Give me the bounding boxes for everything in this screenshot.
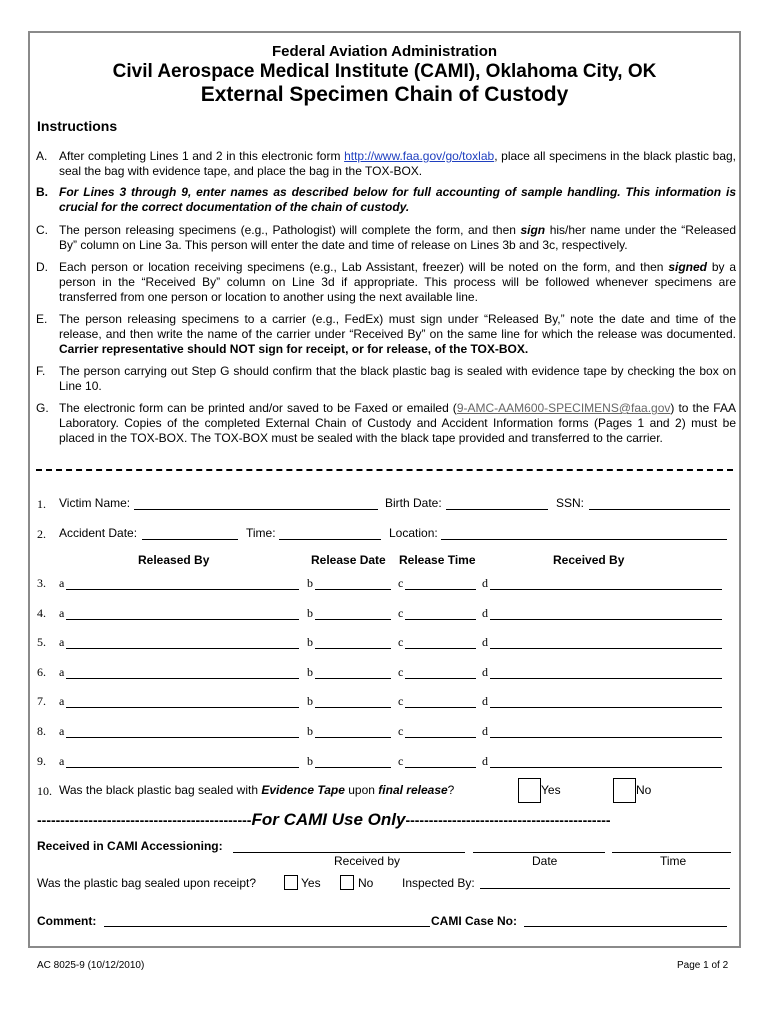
- custody-col-c-field[interactable]: [405, 678, 476, 679]
- custody-col-a-field[interactable]: [66, 707, 299, 708]
- line-2-number: 2.: [37, 527, 46, 541]
- instruction-c-text-pre: The person releasing specimens (e.g., Pathologist) will complete the form, and then: [59, 223, 521, 237]
- line-10-question: [59, 783, 454, 797]
- toxlab-link[interactable]: http://www.faa.gov/go/toxlab: [344, 149, 495, 163]
- custody-col-c-field[interactable]: [405, 648, 476, 649]
- line-10-text-pre: Was the black plastic bag sealed with: [59, 783, 262, 797]
- custody-col-c-label: c: [398, 694, 404, 708]
- instruction-b-label: B.: [36, 185, 48, 199]
- custody-col-d-field[interactable]: [490, 648, 722, 649]
- bag-sealed-no-checkbox[interactable]: [340, 875, 354, 890]
- custody-col-d-label: d: [482, 754, 488, 768]
- accident-date-label: Accident Date:: [59, 526, 138, 540]
- custody-col-d-label: d: [482, 635, 488, 649]
- custody-col-a-label: a: [59, 694, 65, 708]
- instruction-d: [36, 260, 736, 305]
- page-title: External Specimen Chain of Custody: [200, 83, 569, 106]
- cami-case-no-label: CAMI Case No:: [431, 914, 518, 928]
- custody-row-number: 3.: [37, 576, 46, 590]
- received-by-field[interactable]: [233, 852, 465, 853]
- instruction-a-text-pre: After completing Lines 1 and 2 in this electronic form: [59, 149, 345, 163]
- instruction-d-emphasis: signed: [668, 260, 707, 274]
- instruction-e-label: E.: [36, 312, 48, 326]
- line-1-number: 1.: [37, 497, 46, 511]
- ssn-field[interactable]: [589, 509, 730, 510]
- custody-col-b-field[interactable]: [315, 707, 391, 708]
- custody-row-number: 6.: [37, 665, 46, 679]
- birth-date-label: Birth Date:: [385, 496, 442, 510]
- custody-row-number: 5.: [37, 635, 46, 649]
- custody-col-d-field[interactable]: [490, 767, 722, 768]
- instruction-e-text-pre: The person releasing specimens to a carrier (e.g., FedEx) must sign under “Released By,” note the date and time of the release, and then write the name of the carrier under “Received By” on the same line for which the release was documented.: [59, 312, 736, 341]
- received-by-caption: Received by: [334, 854, 401, 868]
- instruction-f: [36, 364, 736, 394]
- evidence-tape-no-label: No: [636, 783, 652, 797]
- date-caption: Date: [532, 854, 558, 868]
- instruction-c-label: C.: [36, 223, 48, 237]
- custody-col-c-label: c: [398, 576, 404, 590]
- cami-use-only-banner: [37, 810, 734, 830]
- custody-col-d-field[interactable]: [490, 737, 722, 738]
- instruction-b-text: For Lines 3 through 9, enter names as described below for full accounting of sample handling. This information is crucial for the correct documentation of the chain of custody.: [59, 185, 736, 214]
- custody-col-c-label: c: [398, 724, 404, 738]
- custody-row-number: 4.: [37, 606, 46, 620]
- line-10-text-mid: upon: [344, 783, 379, 797]
- instruction-g-text-post: ) to the FAA Laboratory. Copies of the completed External Chain of Custody and Accident Information forms (Pages 1 and 2) must be placed in the TOX-BOX. The TOX-BOX must be sealed with the black tape provided and transferred to the carrier.: [59, 401, 736, 445]
- custody-col-a-label: a: [59, 754, 65, 768]
- custody-col-a-label: a: [59, 606, 65, 620]
- custody-col-c-field[interactable]: [405, 707, 476, 708]
- bag-sealed-question: Was the plastic bag sealed upon receipt?: [37, 876, 257, 890]
- received-time-field[interactable]: [612, 852, 731, 853]
- page-number: Page 1 of 2: [677, 960, 729, 971]
- custody-col-a-label: a: [59, 724, 65, 738]
- custody-col-b-label: b: [307, 606, 313, 620]
- instruction-a-label: A.: [36, 149, 48, 163]
- custody-col-c-label: c: [398, 665, 404, 679]
- custody-col-c-label: c: [398, 606, 404, 620]
- line-10-text-post: ?: [447, 783, 455, 797]
- location-field[interactable]: [441, 539, 727, 540]
- custody-col-a-field[interactable]: [66, 737, 299, 738]
- custody-col-b-label: b: [307, 635, 313, 649]
- ssn-label: SSN:: [556, 496, 585, 510]
- instruction-a-text-post: , place all specimens in the black plastic bag, seal the bag with evidence tape, and place the bag in the TOX-BOX.: [59, 149, 737, 178]
- custody-col-d-label: d: [482, 606, 488, 620]
- custody-col-d-field[interactable]: [490, 619, 722, 620]
- instruction-d-text-pre: Each person or location receiving specimens (e.g., Lab Assistant, freezer) will be noted on the form, and then: [59, 260, 669, 274]
- evidence-tape-yes-checkbox[interactable]: [518, 778, 541, 803]
- release-date-header: Release Date: [311, 553, 386, 567]
- institute-title: Civil Aerospace Medical Institute (CAMI), Oklahoma City, OK: [112, 61, 657, 82]
- custody-col-d-label: d: [482, 576, 488, 590]
- instruction-g-label: G.: [36, 401, 49, 415]
- location-label: Location:: [389, 526, 438, 540]
- instruction-g-text-pre: The electronic form can be printed and/or saved to be Faxed or emailed (: [59, 401, 457, 415]
- custody-row-number: 8.: [37, 724, 46, 738]
- received-by-header: Received By: [553, 553, 625, 567]
- custody-col-c-label: c: [398, 754, 404, 768]
- section-divider: [36, 469, 733, 471]
- birth-date-field[interactable]: [446, 509, 548, 510]
- custody-col-b-field[interactable]: [315, 767, 391, 768]
- accident-date-field[interactable]: [142, 539, 238, 540]
- victim-name-field[interactable]: [134, 509, 378, 510]
- cami-dash-right: --------------------------------------------: [405, 812, 611, 828]
- custody-col-b-field[interactable]: [315, 589, 391, 590]
- custody-col-a-field[interactable]: [66, 619, 299, 620]
- custody-col-a-label: a: [59, 635, 65, 649]
- cami-case-no-field[interactable]: [524, 926, 727, 927]
- released-by-header: Released By: [138, 553, 210, 567]
- custody-col-c-field[interactable]: [405, 589, 476, 590]
- bag-sealed-no-label: No: [358, 876, 374, 890]
- custody-col-b-label: b: [307, 694, 313, 708]
- custody-col-a-field[interactable]: [66, 767, 299, 768]
- instruction-f-label: F.: [36, 364, 46, 378]
- custody-col-b-label: b: [307, 576, 313, 590]
- time-field[interactable]: [279, 539, 381, 540]
- instruction-c-emphasis: sign: [520, 223, 546, 237]
- evidence-tape-no-checkbox[interactable]: [613, 778, 636, 803]
- custody-col-a-label: a: [59, 665, 65, 679]
- instruction-g: [36, 401, 736, 446]
- custody-col-d-label: d: [482, 694, 488, 708]
- custody-row-number: 9.: [37, 754, 46, 768]
- custody-col-d-field[interactable]: [490, 589, 722, 590]
- inspected-by-field[interactable]: [480, 888, 730, 889]
- custody-col-d-label: d: [482, 724, 488, 738]
- received-in-cami-label: Received in CAMI Accessioning:: [37, 839, 223, 853]
- instruction-d-label: D.: [36, 260, 48, 274]
- custody-col-d-field[interactable]: [490, 678, 722, 679]
- instruction-f-text: The person carrying out Step G should confirm that the black plastic bag is sealed with evidence tape by checking the box on Line 10.: [59, 364, 736, 393]
- inspected-by-label: Inspected By:: [402, 876, 475, 890]
- custody-col-b-field[interactable]: [315, 678, 391, 679]
- comment-label: Comment:: [37, 914, 97, 928]
- custody-col-b-field[interactable]: [315, 737, 391, 738]
- line-10-emphasis-1: Evidence Tape: [261, 783, 345, 797]
- custody-col-c-field[interactable]: [405, 767, 476, 768]
- custody-col-c-field[interactable]: [405, 619, 476, 620]
- custody-col-a-label: a: [59, 576, 65, 590]
- bag-sealed-yes-checkbox[interactable]: [284, 875, 298, 890]
- custody-col-d-label: d: [482, 665, 488, 679]
- instruction-d-text-post: by a person in the “Received By” column on Line 3d if appropriate. This process will be followed whenever specimens are transferred from one person or location to another using the next available line.: [59, 260, 736, 304]
- instruction-b: [36, 185, 736, 215]
- evidence-tape-yes-label: Yes: [541, 783, 561, 797]
- line-10-emphasis-2: final release: [378, 783, 448, 797]
- cami-dash-left: ----------------------------------------------: [37, 812, 252, 828]
- form-id: AC 8025-9 (10/12/2010): [37, 960, 145, 971]
- victim-name-label: Victim Name:: [59, 496, 131, 510]
- custody-col-b-label: b: [307, 665, 313, 679]
- agency-title: Federal Aviation Administration: [271, 43, 498, 60]
- cami-use-only-title: For CAMI Use Only: [251, 810, 406, 829]
- bag-sealed-yes-label: Yes: [301, 876, 321, 890]
- received-date-field[interactable]: [473, 852, 605, 853]
- instruction-e: [36, 312, 736, 357]
- instructions-heading: Instructions: [37, 118, 118, 134]
- custody-row-number: 7.: [37, 694, 46, 708]
- custody-col-c-label: c: [398, 635, 404, 649]
- instruction-e-bold: Carrier representative should NOT sign for receipt, or for release, of the TOX-BOX.: [59, 342, 529, 356]
- instruction-c-text-post: his/her name under the “Released By” column on Line 3a. This person will enter the date and time of release on Lines 3b and 3c, respectively.: [59, 223, 736, 252]
- custody-col-b-field[interactable]: [315, 619, 391, 620]
- time-caption: Time: [660, 854, 687, 868]
- custody-col-a-field[interactable]: [66, 648, 299, 649]
- line-10-number: 10.: [37, 784, 52, 798]
- instruction-a: [36, 149, 736, 179]
- custody-col-b-label: b: [307, 724, 313, 738]
- email-link[interactable]: 9-AMC-AAM600-SPECIMENS@faa.gov: [456, 401, 671, 415]
- time-label: Time:: [246, 526, 276, 540]
- custody-col-b-field[interactable]: [315, 648, 391, 649]
- custody-col-d-field[interactable]: [490, 707, 722, 708]
- release-time-header: Release Time: [399, 553, 476, 567]
- custody-col-c-field[interactable]: [405, 737, 476, 738]
- custody-col-b-label: b: [307, 754, 313, 768]
- comment-field[interactable]: [104, 926, 430, 927]
- custody-col-a-field[interactable]: [66, 589, 299, 590]
- custody-col-a-field[interactable]: [66, 678, 299, 679]
- instruction-c: [36, 223, 736, 253]
